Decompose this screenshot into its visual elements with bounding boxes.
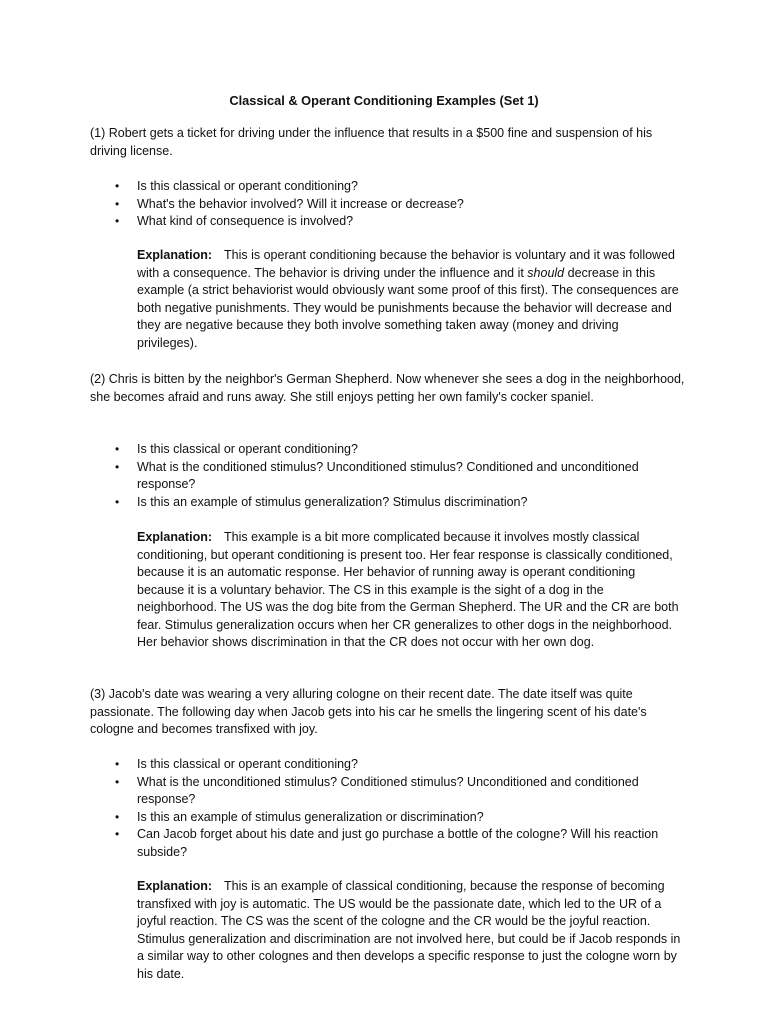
bullet-text: Is this an example of stimulus generalization or discrimination?: [137, 809, 484, 824]
example-2-explanation: [137, 529, 682, 652]
example-3-explanation: [137, 878, 682, 983]
list-item: [112, 459, 682, 494]
list-item: [112, 756, 682, 774]
bullet-icon: •: [115, 196, 120, 211]
list-item: [112, 826, 682, 861]
bullet-text: Can Jacob forget about his date and just go purchase a bottle of the cologne? Will his reaction subside?: [137, 827, 659, 859]
explanation-text-part1: This is operant conditioning because the behavior is voluntary and it was followed with a consequence. The behavior is driving under the influence and it: [137, 248, 675, 280]
list-item: [112, 774, 682, 809]
bullet-text: Is this classical or operant conditioning?: [137, 442, 358, 456]
list-item: [112, 196, 682, 214]
bullet-icon: •: [115, 442, 120, 456]
example-1-question: (1) Robert gets a ticket for driving under the influence that results in a $500 fine and suspension of his driving license.: [90, 126, 653, 158]
explanation-label: Explanation:: [137, 879, 213, 893]
bullet-icon: •: [115, 494, 120, 509]
explanation-label: Explanation:: [137, 248, 213, 262]
explanation-text-part2: decrease in this example (a strict behaviorist would obviously want some proof of this first). The consequences are both negative punishments. They would be punishments because the behavior will decrease and they are negative because they both involve something taken away (money and driving privileges).: [137, 265, 679, 350]
bullet-text: Is this classical or operant conditioning?: [137, 757, 358, 771]
list-item: [112, 441, 682, 459]
example-3-question: (3) Jacob's date was wearing a very alluring cologne on their recent date. The date itself was quite passionate. The following day when Jacob gets into his car he smells the lingering scent of his date's cologne and becomes transfixed with joy.: [90, 687, 647, 736]
bullet-text: What kind of consequence is involved?: [137, 214, 354, 228]
explanation-emphasis: should: [527, 265, 565, 280]
bullet-text: Is this an example of stimulus generalization? Stimulus discrimination?: [137, 494, 528, 509]
bullet-text: What is the unconditioned stimulus? Conditioned stimulus? Unconditioned and conditioned response?: [137, 774, 639, 806]
list-item: [112, 494, 682, 512]
explanation-text: This is an example of classical conditioning, because the response of becoming transfixed with joy is automatic. The US would be the passionate date, which led to the UR of a joyful reaction. The CS was the scent of the cologne and the CR would be the joyful reaction. Stimulus generalization and discrimination are not involved here, but could be if Jacob responds in a similar way to other colognes and then develops a specific response to just the cologne worn by his date.: [137, 879, 681, 981]
bullet-icon: •: [115, 214, 120, 228]
explanation-text: This example is a bit more complicated because it involves mostly classical conditioning, but operant conditioning is present too. Her fear response is classically conditioned, because it is an automatic response. Her behavior of running away is operant conditioning because it is a voluntary behavior. The CS in this example is the sight of a dog in the neighborhood. The US was the dog bite from the German Shepherd. The UR and the CR are both fear. Stimulus generalization occurs when her CR generalizes to other dogs in the neighborhood. Her behavior shows discrimination in that the CR does not occur with her own dog.: [137, 530, 679, 649]
explanation-label: Explanation:: [137, 530, 213, 544]
bullet-icon: •: [115, 774, 120, 789]
bullet-text: Is this classical or operant conditioning?: [137, 179, 358, 193]
list-item: [112, 809, 682, 827]
example-2-bullet-list: [112, 441, 682, 511]
list-item: [112, 213, 682, 231]
bullet-icon: •: [115, 827, 120, 841]
bullet-text: What is the conditioned stimulus? Unconditioned stimulus? Conditioned and unconditioned response?: [137, 459, 639, 491]
list-item: [112, 178, 682, 196]
example-3-bullet-list: [112, 756, 682, 861]
bullet-icon: •: [115, 459, 120, 474]
example-2-question: (2) Chris is bitten by the neighbor's German Shepherd. Now whenever she sees a dog in the neighborhood, she becomes afraid and runs away. She still enjoys petting her own family's cocker spaniel.: [90, 372, 685, 404]
example-1-explanation: [137, 247, 682, 352]
bullet-icon: •: [115, 809, 120, 824]
page-title: Classical & Operant Conditioning Examples (Set 1): [229, 93, 539, 108]
bullet-icon: •: [115, 757, 120, 771]
example-1-bullet-list: [112, 178, 682, 231]
bullet-icon: •: [115, 179, 120, 193]
bullet-text: What's the behavior involved? Will it increase or decrease?: [137, 196, 464, 211]
